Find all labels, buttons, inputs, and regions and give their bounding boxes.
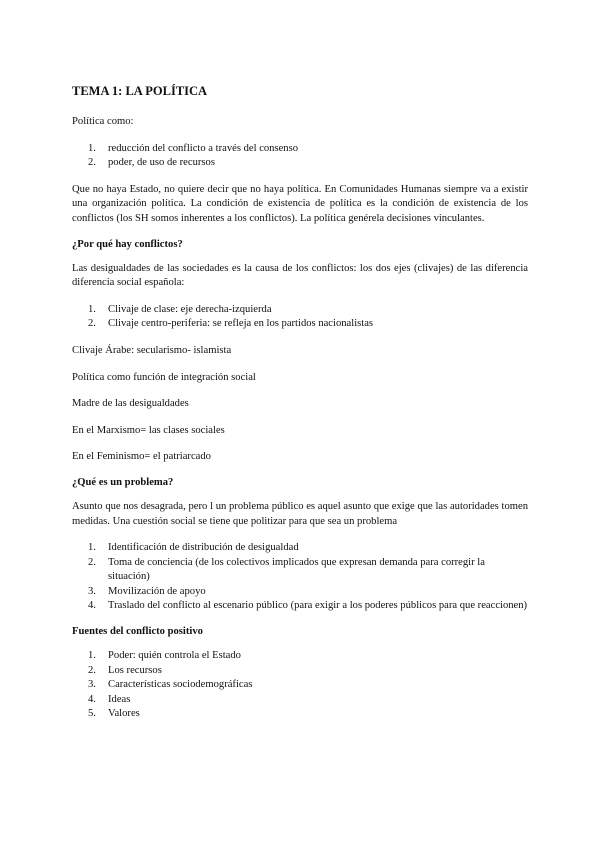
list-item: 1. Clivaje de clase: eje derecha-izquierda bbox=[88, 303, 272, 315]
list-item: 2. Los recursos bbox=[88, 664, 162, 676]
fuentes-list bbox=[88, 649, 528, 722]
list-item: 5. Valores bbox=[88, 708, 140, 720]
list-item: 2. poder, de uso de recursos bbox=[88, 157, 215, 169]
paragraph-estado: Que no haya Estado, no quiere decir que no haya política. En Comunidades Humanas siempre va a existir una organización política. La condición de existencia de política es la condición de existencia de los conflictos (los SH somos inherentes a los conflictos). La política genérela decisiones vinculantes. bbox=[72, 183, 528, 224]
line-clivaje-arabe: Clivaje Árabe: secularismo- islamista bbox=[72, 344, 232, 356]
paragraph-problema: Asunto que nos desagrada, pero l un problema público es aquel asunto que exige que las autoridades tomen medidas. Una cuestión social se tiene que politizar para que sea un problema bbox=[72, 500, 528, 527]
document-body bbox=[72, 84, 528, 734]
line-marxismo: En el Marxismo= las clases sociales bbox=[72, 424, 225, 436]
list-item: 1. Poder: quién controla el Estado bbox=[88, 650, 241, 662]
page-title: TEMA 1: LA POLÍTICA bbox=[72, 84, 208, 98]
line-madre: Madre de las desigualdades bbox=[72, 398, 189, 410]
line-feminismo: En el Feminismo= el patriarcado bbox=[72, 451, 211, 463]
list-item: 2. Clivaje centro-periferia: se refleja en los partidos nacionalistas bbox=[88, 318, 374, 330]
list-item: 4. Traslado del conflicto al escenario público (para exigir a los poderes públicos para que reaccionen) bbox=[88, 600, 528, 612]
list-item: 1. Identificación de distribución de desigualdad bbox=[88, 542, 299, 554]
problema-steps-list bbox=[88, 541, 528, 614]
intro-text: Política como: bbox=[72, 116, 134, 127]
definition-list bbox=[88, 142, 528, 171]
list-item: 3. Movilización de apoyo bbox=[88, 585, 206, 597]
section-heading-fuentes: Fuentes del conflicto positivo bbox=[72, 626, 203, 638]
line-funcion: Política como función de integración social bbox=[72, 371, 256, 383]
list-item: 2. Toma de conciencia (de los colectivos implicados que expresan demanda para corregir la situación) bbox=[88, 556, 485, 583]
list-item: 4. Ideas bbox=[88, 693, 131, 705]
list-item: 1. reducción del conflicto a través del consenso bbox=[88, 142, 299, 154]
list-item: 3. Características sociodemográficas bbox=[88, 679, 253, 691]
section-heading-problema: ¿Qué es un problema? bbox=[72, 476, 174, 488]
clivajes-list bbox=[88, 303, 528, 332]
paragraph-desigualdades: Las desigualdades de las sociedades es la causa de los conflictos: los dos ejes (clivajes) de las diferencia diferencia social española: bbox=[72, 262, 528, 289]
section-heading-conflictos: ¿Por qué hay conflictos? bbox=[72, 238, 183, 250]
